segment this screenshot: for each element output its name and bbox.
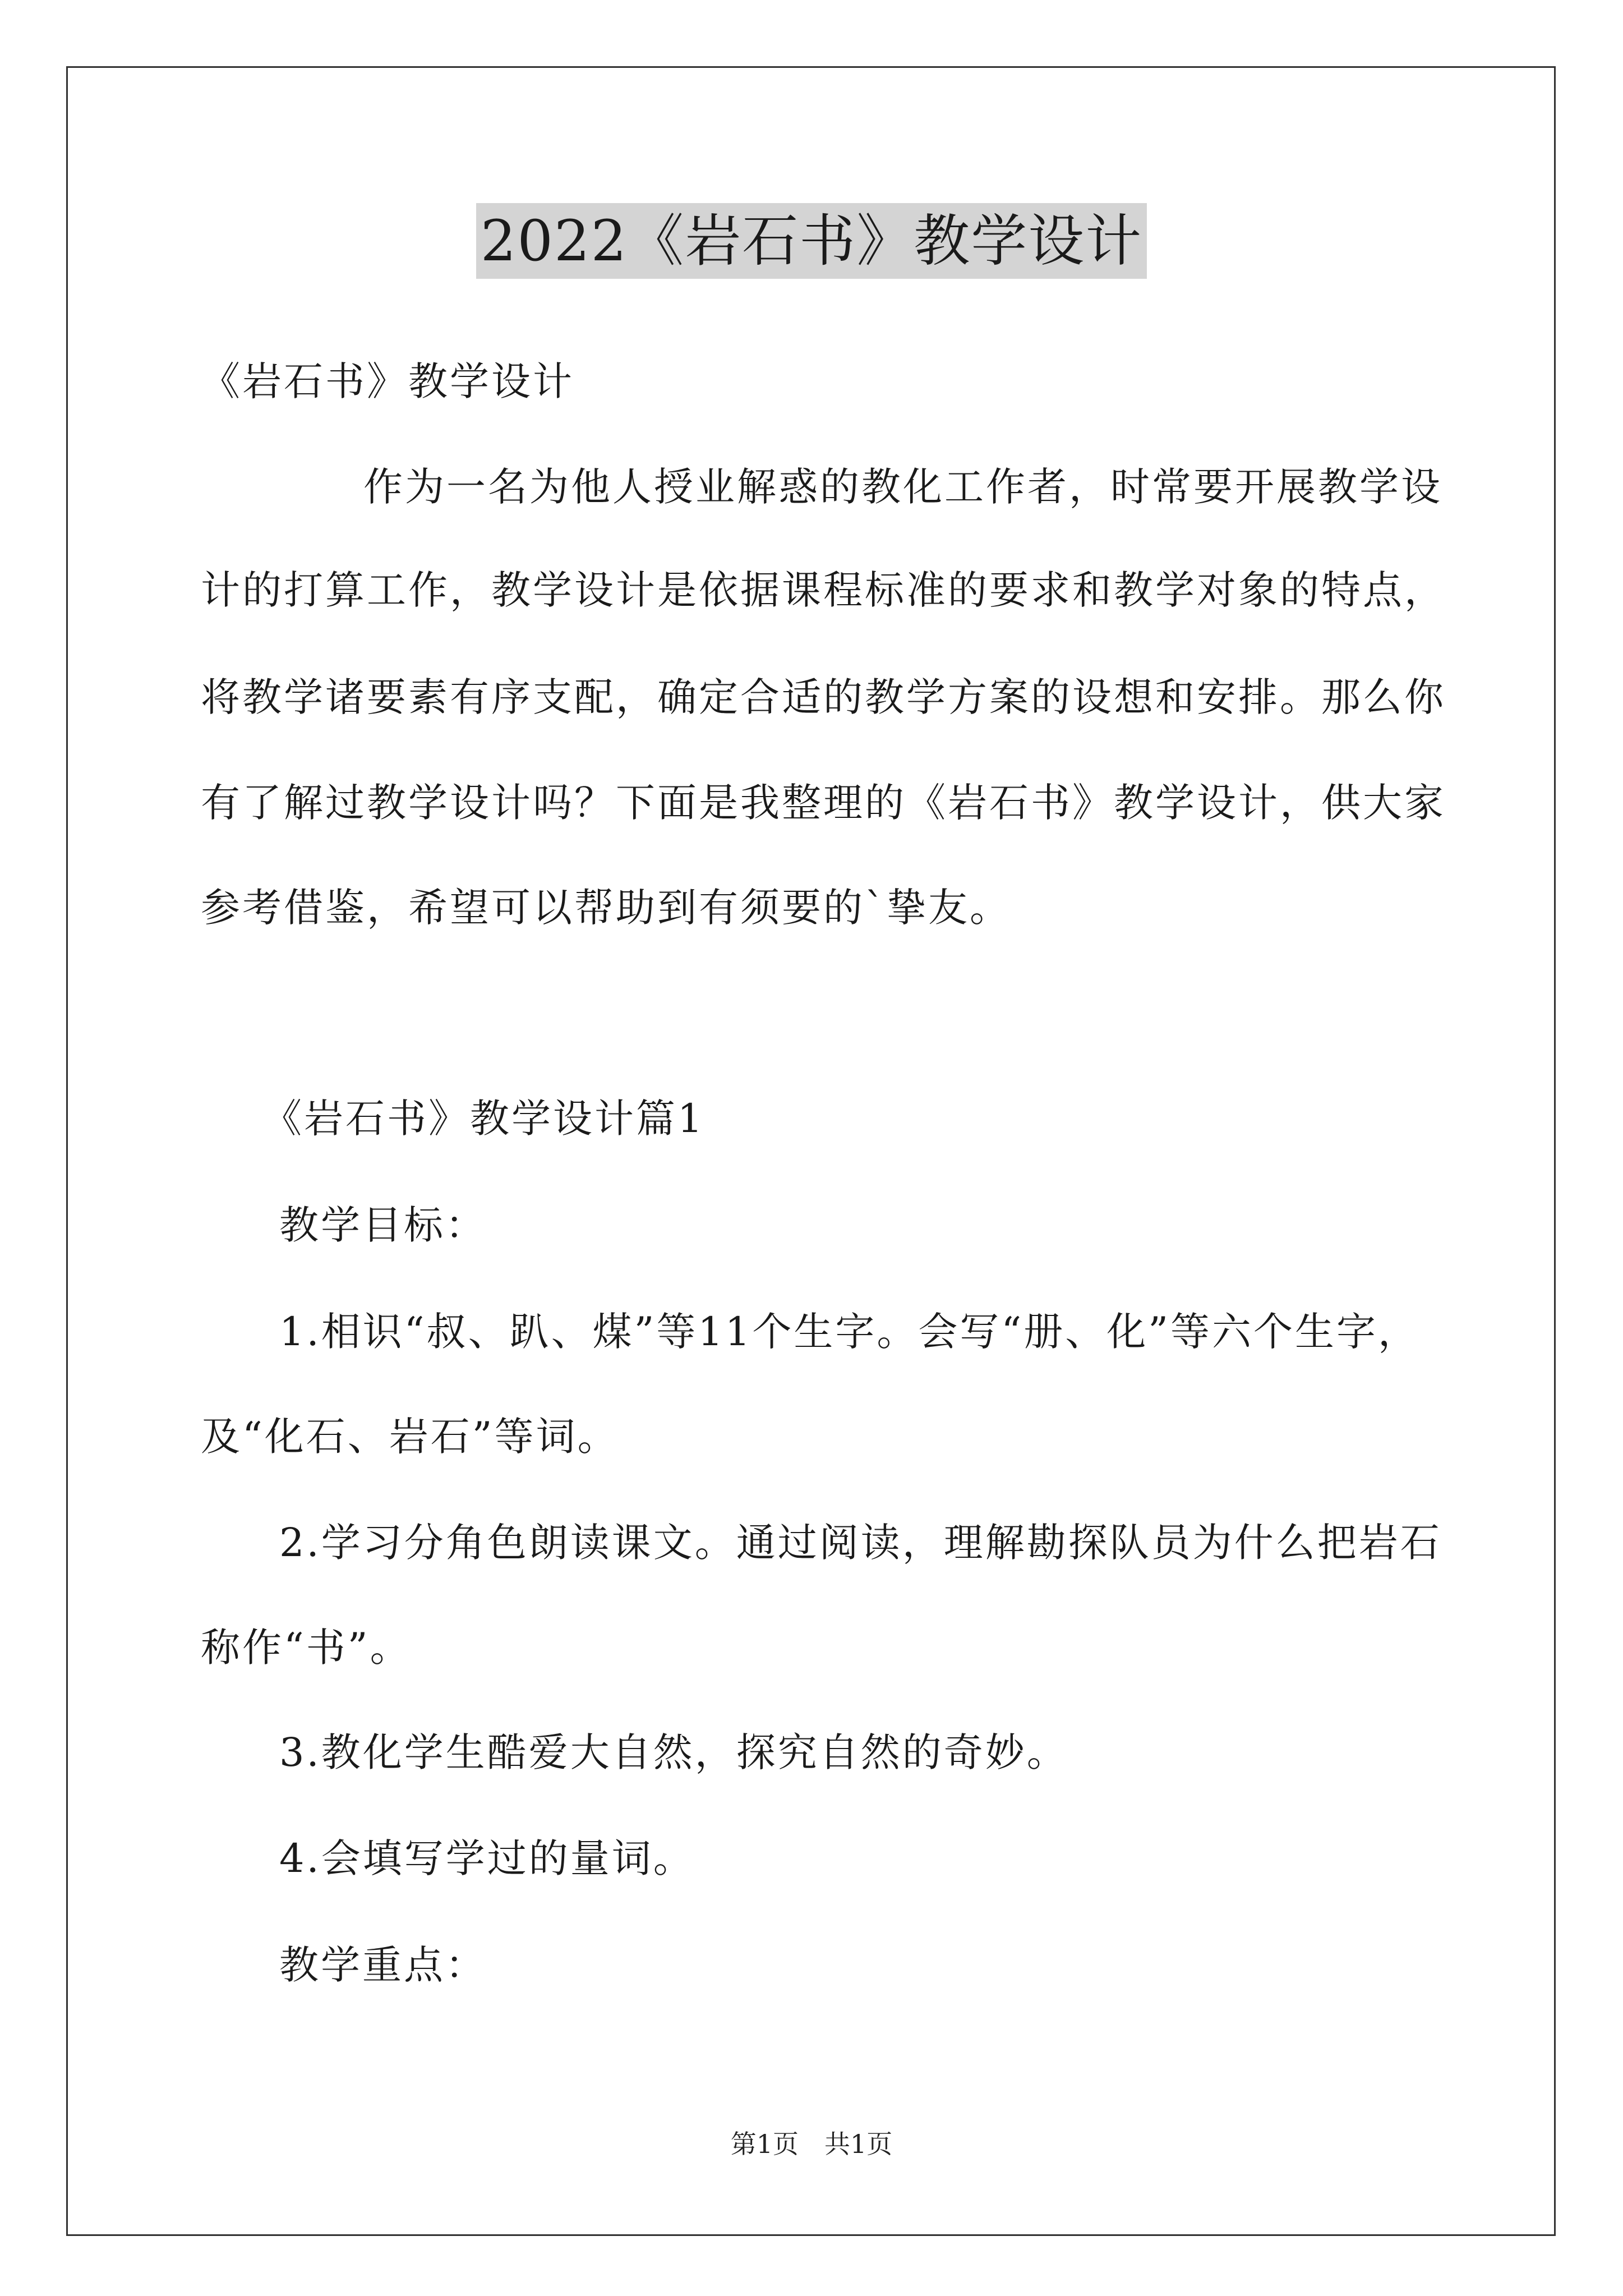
section-label: 教学目标： [279,1202,487,1248]
subtitle-line: 《岩石书》教学设计 [201,358,574,404]
page-footer: 第1页 共1页 [730,2129,893,2159]
paragraph-line: 计的打算工作，教学设计是依据课程标准的要求和教学对象的特点， [201,567,1446,613]
list-item-continuation: 及“化石、岩石”等词。 [201,1414,619,1460]
title-container [0,203,1623,279]
paragraph-line: 有了解过教学设计吗？下面是我整理的《岩石书》教学设计，供大家 [201,780,1446,826]
list-item: 2.学习分角色朗读课文。通过阅读，理解勘探队员为什么把岩石 [279,1520,1442,1566]
list-item: 4.会填写学过的量词。 [279,1835,695,1881]
paragraph-line: 参考借鉴，希望可以帮助到有须要的`挚友。 [201,885,1011,931]
paragraph-line: 将教学诸要素有序支配，确定合适的教学方案的设想和安排。那么你 [201,674,1446,720]
section-label: 教学重点： [279,1942,487,1988]
document-title[interactable]: 2022《岩石书》教学设计 [476,203,1147,279]
section-heading: 《岩石书》教学设计篇1 [262,1096,705,1142]
paragraph-line: 作为一名为他人授业解惑的教化工作者，时常要开展教学设 [363,464,1442,510]
list-item: 3.教化学生酷爱大自然，探究自然的奇妙。 [279,1729,1068,1775]
list-item: 1.相识“叔、趴、煤”等11个生字。会写“册、化”等六个生字， [279,1309,1420,1355]
list-item-continuation: 称作“书”。 [201,1625,412,1671]
